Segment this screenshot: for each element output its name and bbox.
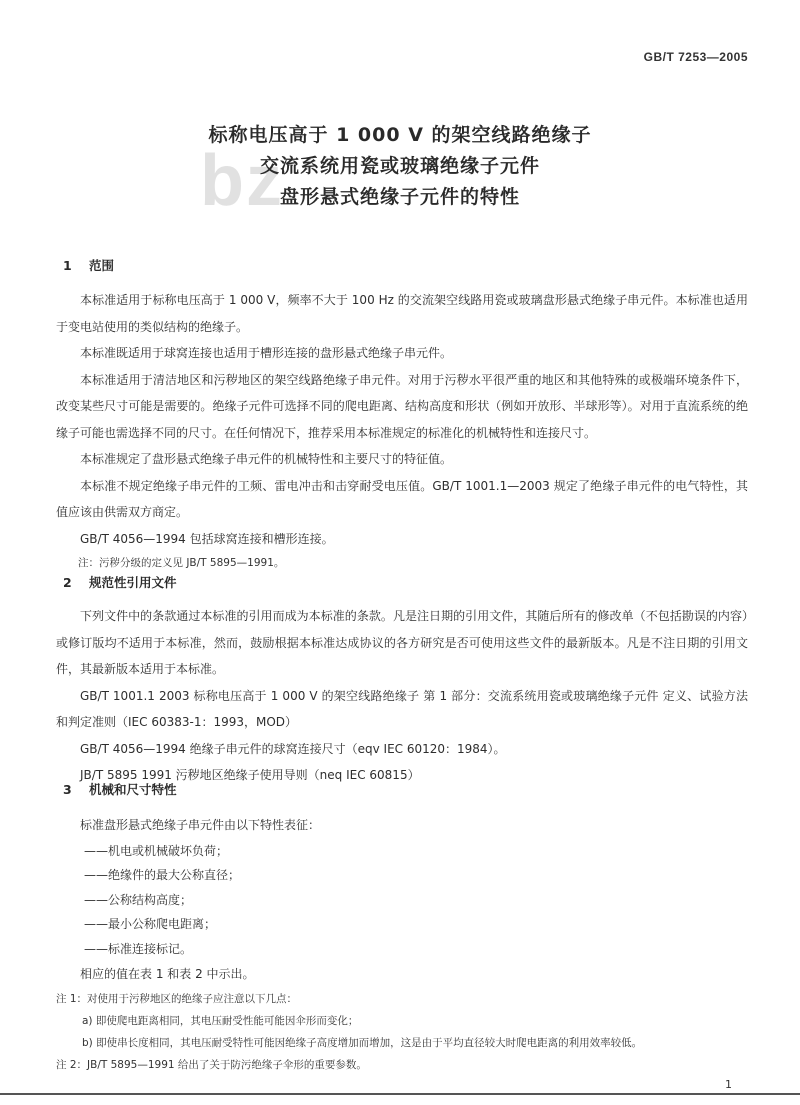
section-title: 范围: [89, 258, 115, 273]
footer-rule: [0, 1093, 800, 1095]
paragraph: 本标准规定了盘形悬式绝缘子串元件的机械特性和主要尺寸的特征值。: [80, 452, 453, 466]
section-title: 机械和尺寸特性: [89, 782, 177, 797]
section-3-heading: [63, 780, 177, 798]
list-item: ——绝缘件的最大公称直径；: [84, 868, 241, 882]
page-number: 1: [725, 1078, 732, 1091]
note-item: a) 即使爬电距离相同，其电压耐受性能可能因伞形而变化；: [82, 1014, 359, 1027]
reference-item: JB/T 5895 1991 污秽地区绝缘子使用导则（neq IEC 60815）: [80, 768, 420, 782]
title-line-1: 标称电压高于 1 000 V 的架空线路绝缘子: [208, 124, 592, 146]
paragraph: 相应的值在表 1 和表 2 中示出。: [80, 967, 255, 981]
paragraph: 本标准适用于标称电压高于 1 000 V，频率不大于 100 Hz 的交流架空线路用瓷或玻璃盘形悬式绝缘子串元件。本标准也适用于变电站使用的类似结构的绝缘子。: [56, 293, 748, 334]
paragraph: 本标准适用于清洁地区和污秽地区的架空线路绝缘子串元件。对用于污秽水平很严重的地区和其他特殊的或极端环境条件下，改变某些尺寸可能是需要的。绝缘子元件可选择不同的爬电距离、结构高度和形状（例如开放形、半球形等）。对用于直流系统的绝缘子可能也需选择不同的尺寸。在任何情况下，推荐采用本标准规定的标准化的机械特性和连接尺寸。: [56, 372, 748, 440]
characteristics-list: [56, 839, 748, 962]
section-title: 规范性引用文件: [89, 575, 177, 590]
note: 注 1：对使用于污秽地区的绝缘子应注意以下几点：: [56, 992, 298, 1005]
note: 注：污秽分级的定义见 JB/T 5895—1991。: [78, 557, 285, 569]
note: 注 2：JB/T 5895—1991 给出了关于防污绝缘子伞形的重要参数。: [56, 1058, 367, 1071]
section-number: 1: [63, 258, 72, 273]
note-item: b) 即使串长度相同，其电压耐受特性可能因绝缘子高度增加而增加，这是由于平均直径较大时爬电距离的利用效率较低。: [82, 1036, 643, 1049]
paragraph: GB/T 4056—1994 包括球窝连接和槽形连接。: [80, 531, 334, 546]
list-item: ——公称结构高度；: [84, 892, 193, 907]
section-number: 3: [63, 782, 72, 797]
paragraph: 本标准不规定绝缘子串元件的工频、雷电冲击和击穿耐受电压值。GB/T 1001.1—2003 规定了绝缘子串元件的电气特性，其值应该由供需双方商定。: [56, 478, 748, 519]
paragraph: 本标准既适用于球窝连接也适用于槽形连接的盘形悬式绝缘子串元件。: [80, 346, 453, 360]
document-title: [0, 120, 800, 213]
list-item: ——最小公称爬电距离；: [84, 917, 217, 931]
title-line-3: 盘形悬式绝缘子元件的特性: [279, 186, 520, 208]
section-2-body: [56, 603, 748, 789]
reference-item: GB/T 1001.1 2003 标称电压高于 1 000 V 的架空线路绝缘子 第 1 部分：交流系统用瓷或玻璃绝缘子元件 定义、试验方法和判定准则（IEC 60383-1：1993，MOD）: [56, 688, 748, 729]
list-item: ——标准连接标记。: [84, 941, 193, 956]
section-1-heading: [63, 256, 114, 274]
reference-item: GB/T 4056—1994 绝缘子串元件的球窝连接尺寸（eqv IEC 60120：1984）。: [80, 741, 506, 756]
section-2-heading: [63, 573, 177, 591]
section-1-body: [56, 287, 748, 574]
section-3-body: [56, 812, 748, 1076]
list-item: ——机电或机械破坏负荷；: [84, 843, 229, 858]
paragraph: 标准盘形悬式绝缘子串元件由以下特性表征：: [80, 818, 321, 832]
title-line-2: 交流系统用瓷或玻璃绝缘子元件: [259, 155, 540, 177]
paragraph: 下列文件中的条款通过本标准的引用而成为本标准的条款。凡是注日期的引用文件，其随后所有的修改单（不包括勘误的内容）或修订版均不适用于本标准，然而，鼓励根据本标准达成协议的各方研究是否可使用这些文件的最新版本。凡是不注日期的引用文件，其最新版本适用于本标准。: [56, 609, 748, 676]
standard-number: GB/T 7253—2005: [643, 50, 748, 64]
watermark: bz: [200, 141, 284, 221]
section-number: 2: [63, 575, 72, 590]
